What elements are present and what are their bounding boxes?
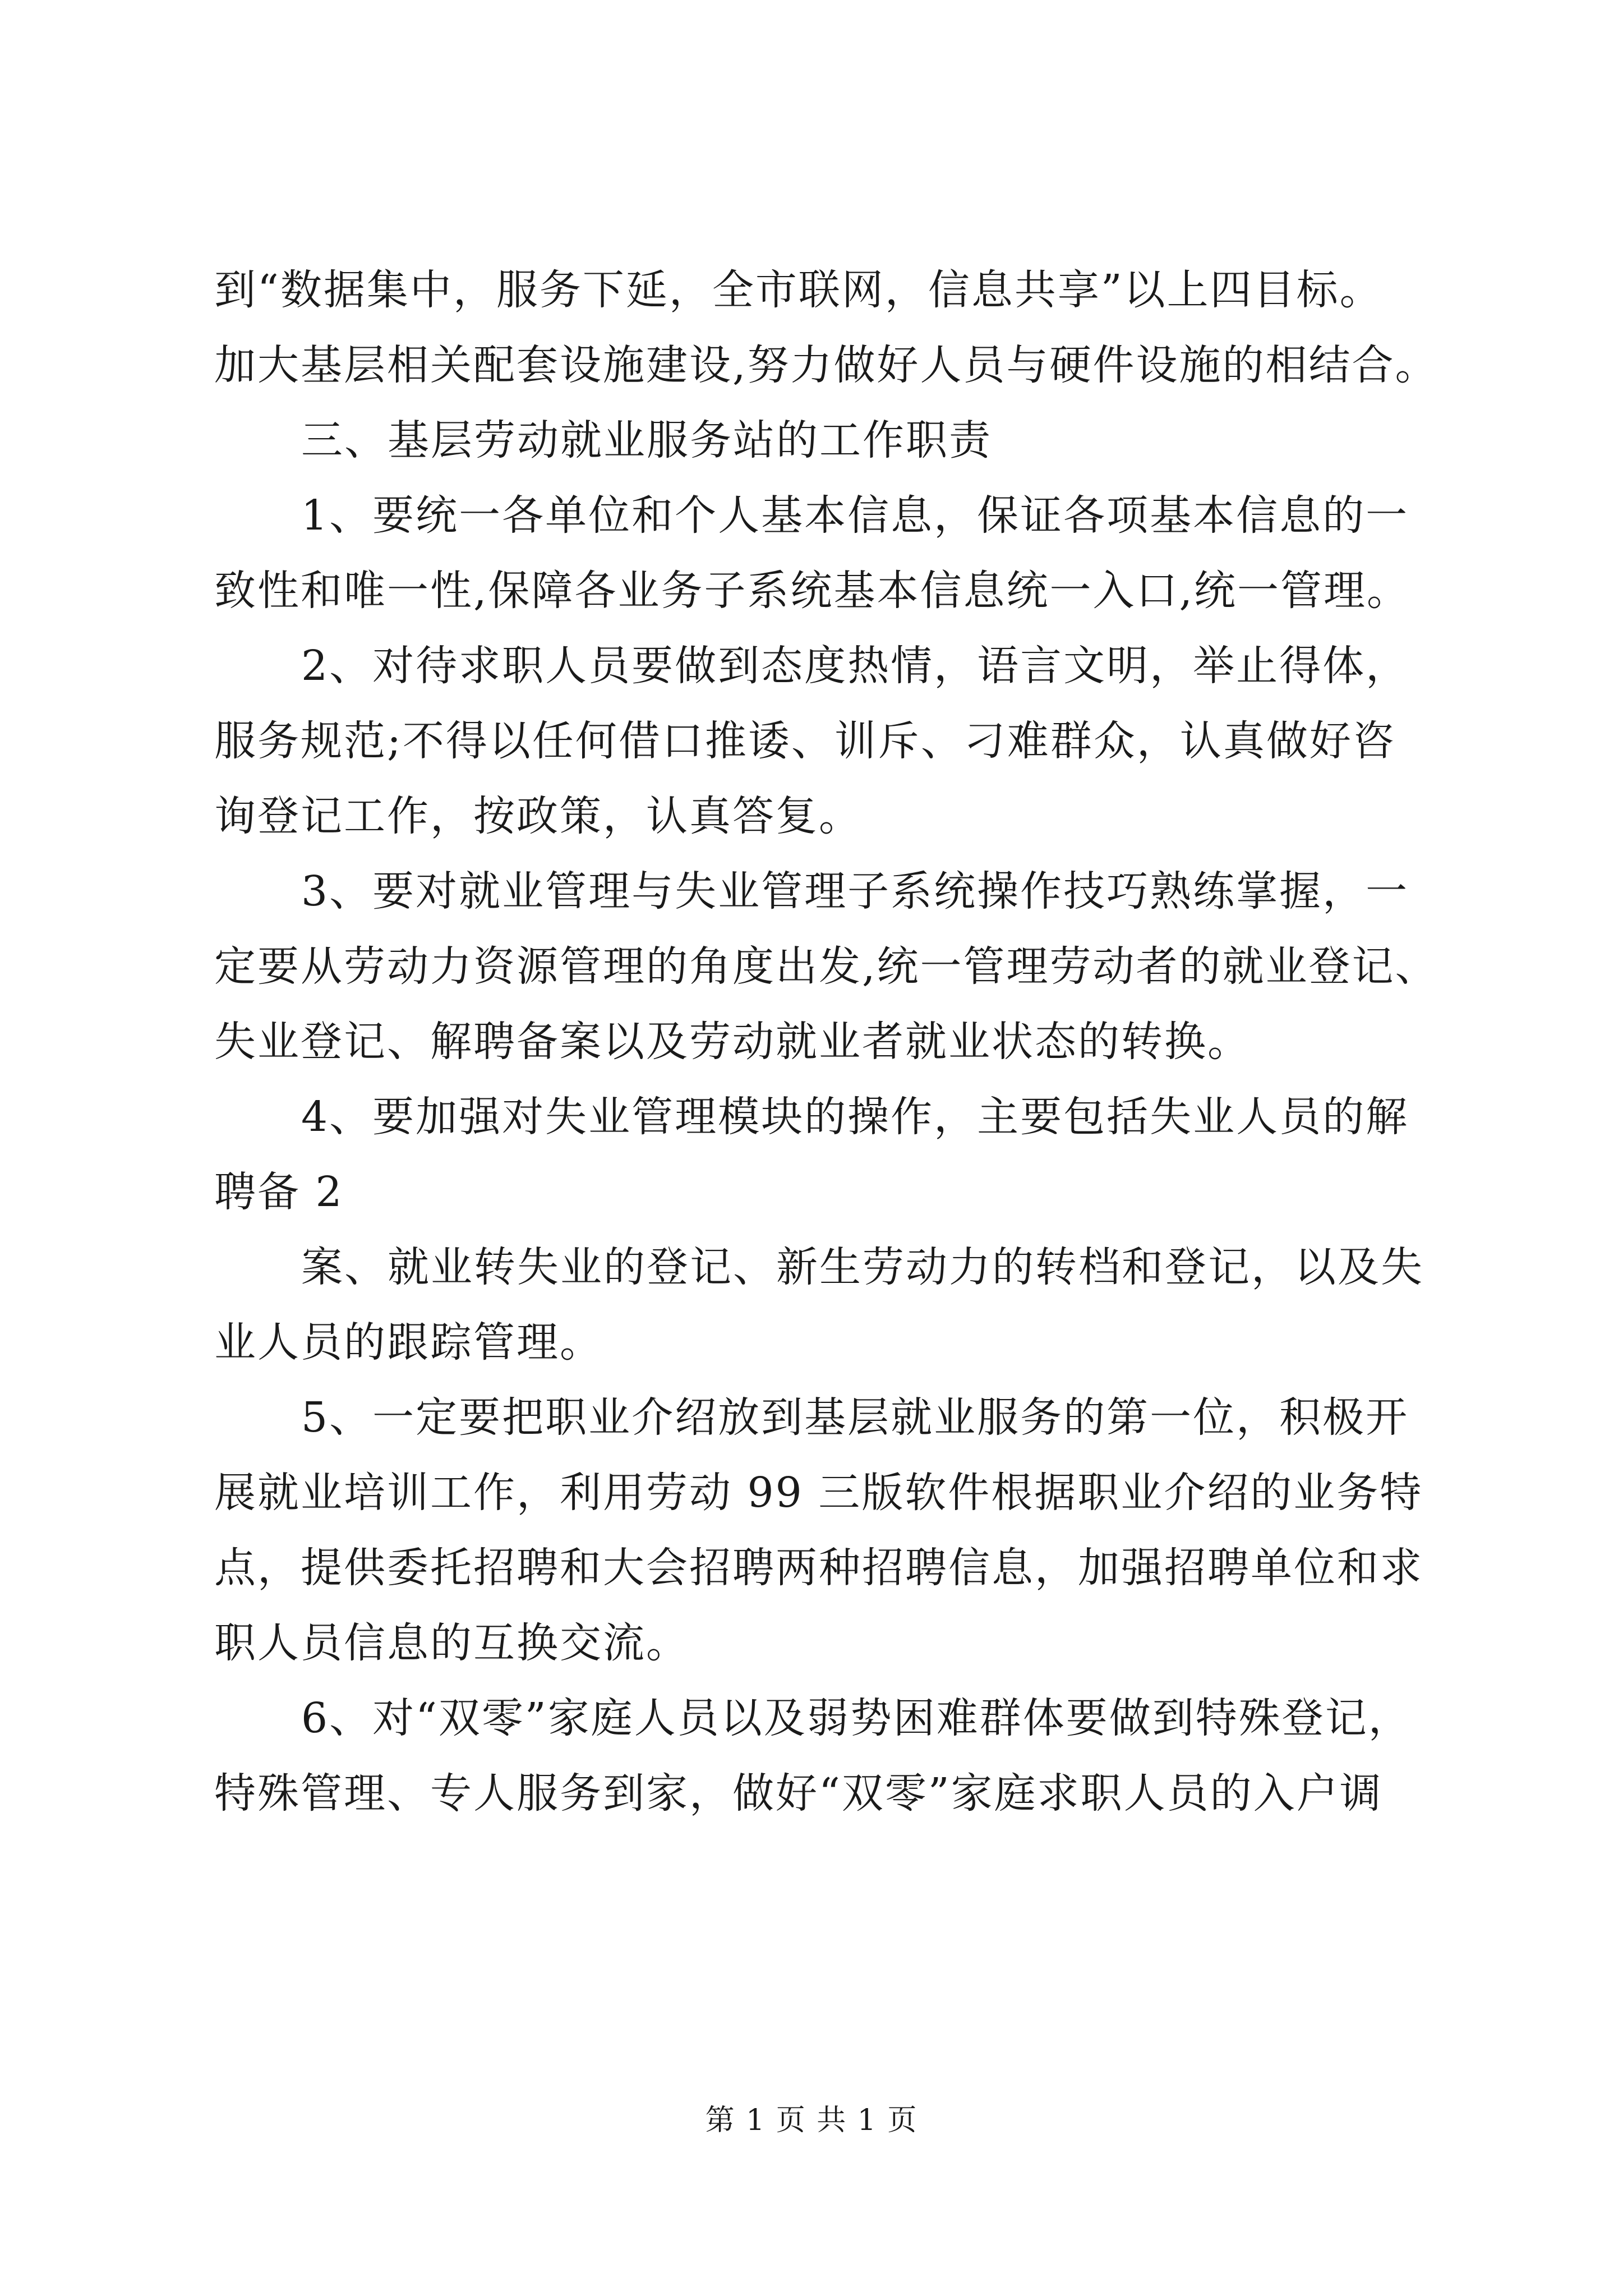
paragraph bbox=[214, 1230, 1482, 1380]
text-line: 案、就业转失业的登记、新生劳动力的转档和登记，以及失 bbox=[301, 1243, 1424, 1291]
text-line: 服务规范;不得以任何借口推诿、训斥、刁难群众，认真做好咨 bbox=[214, 717, 1396, 765]
text-line: 三、基层劳动就业服务站的工作职责 bbox=[301, 416, 992, 464]
text-line: 失业登记、解聘备案以及劳动就业者就业状态的转换。 bbox=[214, 1018, 1251, 1066]
paragraph bbox=[214, 854, 1482, 1079]
paragraph bbox=[214, 403, 1482, 478]
text-line: 询登记工作，按政策，认真答复。 bbox=[214, 792, 862, 840]
text-line: 5、一定要把职业介绍放到基层就业服务的第一位，积极开 bbox=[301, 1393, 1409, 1442]
text-line: 1、要统一各单位和个人基本信息，保证各项基本信息的一 bbox=[301, 491, 1409, 540]
text-line: 特殊管理、专人服务到家，做好“双零”家庭求职人员的入户调 bbox=[214, 1769, 1383, 1818]
text-line: 6、对“双零”家庭人员以及弱势困难群体要做到特殊登记， bbox=[301, 1694, 1412, 1742]
paragraph bbox=[214, 1380, 1482, 1681]
text-line: 4、要加强对失业管理模块的操作，主要包括失业人员的解 bbox=[301, 1093, 1409, 1141]
text-line: 加大基层相关配套设施建设,努力做好人员与硬件设施的相结合。 bbox=[214, 341, 1438, 389]
text-line: 定要从劳动力资源管理的角度出发,统一管理劳动者的就业登记、 bbox=[214, 942, 1438, 991]
text-line: 职人员信息的互换交流。 bbox=[214, 1619, 689, 1667]
document-body bbox=[214, 252, 1482, 1831]
paragraph bbox=[214, 628, 1482, 854]
paragraph bbox=[214, 1079, 1482, 1230]
text-line: 3、要对就业管理与失业管理子系统操作技巧熟练掌握，一 bbox=[301, 867, 1409, 915]
text-line: 2、对待求职人员要做到态度热情，语言文明，举止得体， bbox=[301, 642, 1409, 690]
text-line: 点，提供委托招聘和大会招聘两种招聘信息，加强招聘单位和求 bbox=[214, 1544, 1423, 1592]
text-line: 展就业培训工作，利用劳动 99 三版软件根据职业介绍的业务特 bbox=[214, 1469, 1423, 1517]
text-line: 业人员的跟踪管理。 bbox=[214, 1318, 603, 1366]
paragraph bbox=[214, 1681, 1482, 1831]
paragraph bbox=[214, 252, 1482, 403]
text-line: 致性和唯一性,保障各业务子系统基本信息统一入口,统一管理。 bbox=[214, 567, 1410, 615]
paragraph bbox=[214, 478, 1482, 628]
text-line: 聘备 2 bbox=[214, 1168, 344, 1216]
text-line: 到“数据集中，服务下延，全市联网，信息共享”以上四目标。 bbox=[214, 266, 1383, 314]
page-footer: 第 1 页 共 1 页 bbox=[705, 2104, 918, 2137]
